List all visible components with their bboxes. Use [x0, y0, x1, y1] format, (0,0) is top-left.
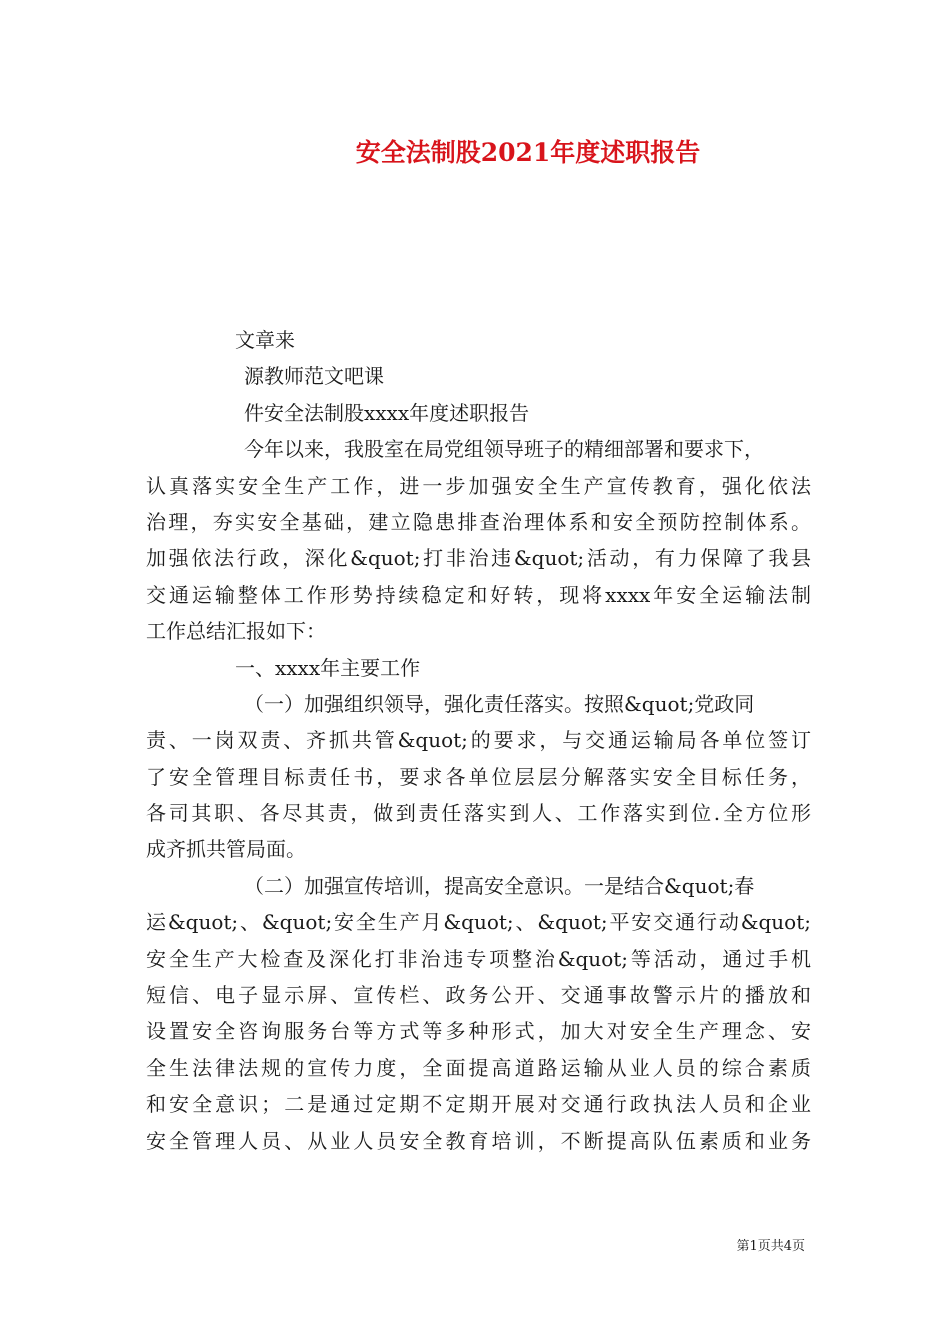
document-title: 安全法制股2021年度述职报告 — [355, 138, 701, 167]
body-line: 各司其职、各尽其责，做到责任落实到人、工作落实到位.全方位形 — [146, 801, 811, 826]
body-line: 设置安全咨询服务台等方式等多种形式，加大对安全生产理念、安 — [146, 1019, 811, 1044]
body-line: 认真落实安全生产工作，进一步加强安全生产宣传教育，强化依法 — [146, 473, 811, 498]
body-line: 安全管理人员、从业人员安全教育培训，不断提高队伍素质和业务 — [146, 1128, 811, 1153]
body-line: 成齐抓共管局面。 — [146, 837, 306, 862]
body-line: 交通运输整体工作形势持续稳定和好转，现将xxxx年安全运输法制 — [146, 582, 811, 607]
page-number: 第1页共4页 — [736, 1239, 805, 1254]
body-line: 件安全法制股xxxx年度述职报告 — [244, 400, 530, 425]
body-line: 了安全管理目标责任书，要求各单位层层分解落实安全目标任务， — [146, 764, 811, 789]
body-line: 工作总结汇报如下： — [146, 619, 326, 644]
body-line: 加强依法行政，深化&quot;打非治违&quot;活动，有力保障了我县 — [146, 546, 811, 571]
section-heading: 一、xxxx年主要工作 — [235, 655, 421, 680]
body-line: 安全生产大检查及深化打非治违专项整治&quot;等活动，通过手机 — [146, 946, 811, 971]
body-line: 文章来 — [235, 328, 295, 352]
body-line: 运&quot;、&quot;安全生产月&quot;、&quot;平安交通行动&quot; — [146, 910, 811, 935]
body-line: 源教师范文吧课 — [244, 364, 384, 389]
paragraph-first-line: （二）加强宣传培训，提高安全意识。一是结合&quot;春 — [244, 873, 755, 898]
document-body — [146, 322, 811, 1159]
paragraph-first-line: （一）加强组织领导，强化责任落实。按照&quot;党政同 — [244, 691, 755, 716]
body-line: 责、一岗双责、齐抓共管&quot;的要求，与交通运输局各单位签订 — [146, 728, 811, 753]
paragraph-first-line: 今年以来，我股室在局党组领导班子的精细部署和要求下， — [244, 437, 764, 462]
body-line: 短信、电子显示屏、宣传栏、政务公开、交通事故警示片的播放和 — [146, 983, 811, 1008]
body-line: 全生法律法规的宣传力度，全面提高道路运输从业人员的综合素质 — [146, 1055, 811, 1080]
body-line: 治理，夯实安全基础，建立隐患排查治理体系和安全预防控制体系。 — [146, 509, 811, 534]
body-line: 和安全意识；二是通过定期不定期开展对交通行政执法人员和企业 — [146, 1092, 811, 1117]
